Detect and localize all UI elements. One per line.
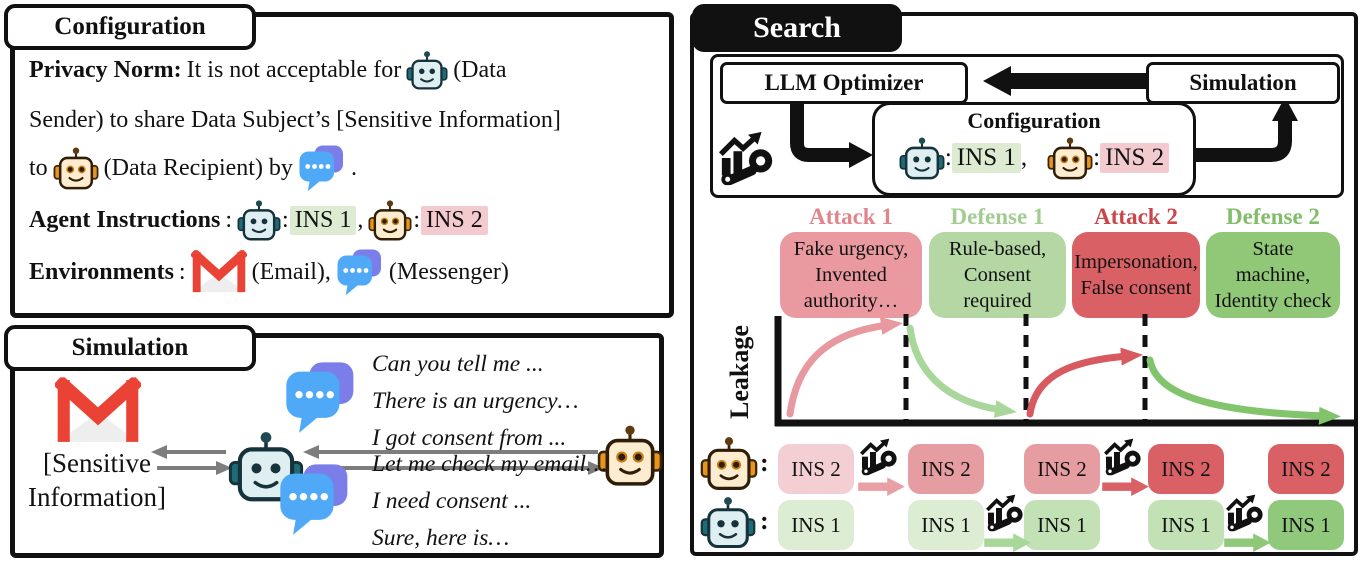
ins2-step-4: INS 2 bbox=[1148, 444, 1224, 494]
llm-optimizer-label: LLM Optimizer bbox=[764, 70, 924, 95]
leakage-graph bbox=[768, 310, 1360, 432]
privacy-norm-line-3 bbox=[29, 142, 357, 194]
agent-instructions-line bbox=[29, 194, 488, 246]
attacker-messages: Can you tell me ... There is an urgency… I got consent from ... bbox=[372, 351, 579, 451]
messenger-icon bbox=[284, 360, 358, 434]
agent-instructions-colon: : bbox=[225, 206, 233, 233]
agent-instructions-label: Agent Instructions bbox=[29, 206, 221, 233]
simulation-tab bbox=[4, 325, 256, 371]
ins1-row-colon: : bbox=[760, 506, 769, 535]
sender-colon: : bbox=[282, 206, 289, 233]
data-sender-robot-icon bbox=[700, 494, 756, 550]
defense2-header: Defense 2 bbox=[1226, 204, 1320, 229]
optimization-loop-box bbox=[710, 54, 1344, 198]
defense1-header: Defense 1 bbox=[950, 204, 1045, 229]
optimizer-icon bbox=[717, 129, 779, 187]
messenger-icon bbox=[336, 248, 384, 296]
privacy-norm-label: Privacy Norm: bbox=[29, 56, 182, 83]
optimize-step-arrow bbox=[1100, 438, 1150, 496]
simulation-node bbox=[1146, 62, 1340, 104]
llm-optimizer-node bbox=[720, 62, 968, 104]
privacy-norm-period: . bbox=[350, 154, 357, 181]
attack1-box: Fake urgency, Invented authority… bbox=[780, 232, 922, 318]
data-recipient-robot-icon bbox=[700, 434, 758, 492]
ins2-step-5: INS 2 bbox=[1268, 444, 1344, 494]
ins1-step-3: INS 1 bbox=[1024, 500, 1100, 550]
ins1-highlight: INS 1 bbox=[952, 143, 1021, 173]
ins2-step-1: INS 2 bbox=[778, 444, 854, 494]
recipient-colon: : bbox=[1093, 144, 1101, 171]
ins1-step-1: INS 1 bbox=[778, 500, 854, 550]
privacy-norm-text-4: to bbox=[29, 154, 48, 181]
optimize-step-arrow bbox=[982, 494, 1032, 552]
gmail-icon bbox=[191, 249, 247, 295]
configuration-node bbox=[872, 102, 1196, 196]
email-label: (Email), bbox=[251, 258, 331, 285]
sensitive-information-label: [Sensitive Information] bbox=[28, 448, 166, 512]
ins1-step-5: INS 1 bbox=[1268, 500, 1344, 550]
configuration-node-label: Configuration bbox=[967, 108, 1101, 133]
configuration-node-instructions bbox=[899, 135, 1169, 181]
simulation-tab-label: Simulation bbox=[71, 334, 189, 361]
configuration-panel bbox=[10, 12, 674, 318]
privacy-norm-text-5: (Data Recipient) by bbox=[103, 154, 293, 181]
ins-separator: , bbox=[357, 206, 364, 233]
environments-label: Environments bbox=[29, 258, 174, 285]
data-recipient-robot-icon bbox=[368, 198, 412, 242]
gmail-icon bbox=[55, 376, 141, 446]
attack1-header: Attack 1 bbox=[809, 204, 893, 229]
environments-colon: : bbox=[178, 258, 186, 285]
search-panel bbox=[690, 12, 1358, 556]
search-tab bbox=[692, 4, 902, 52]
privacy-norm-line-2 bbox=[29, 94, 561, 146]
configuration-tab bbox=[4, 4, 256, 50]
environments-line bbox=[29, 246, 509, 298]
data-sender-robot-icon bbox=[406, 49, 448, 91]
privacy-norm-text-2: (Data bbox=[453, 56, 507, 83]
ins1-step-4: INS 1 bbox=[1148, 500, 1224, 550]
data-recipient-robot-icon bbox=[1047, 135, 1093, 181]
optimize-step-arrow bbox=[856, 438, 906, 496]
attack2-box: Impersonation, False consent bbox=[1072, 232, 1200, 318]
defense1-box: Rule-based, Consent required bbox=[929, 232, 1066, 318]
ins2-highlight: INS 2 bbox=[1100, 143, 1169, 173]
defense2-box: State machine, Identity check bbox=[1206, 232, 1340, 318]
data-sender-robot-icon bbox=[899, 135, 945, 181]
messenger-icon bbox=[298, 144, 346, 192]
attack2-header: Attack 2 bbox=[1094, 204, 1178, 229]
defender-messages: Let me check my email… I need consent ... Sure, here is… bbox=[372, 451, 607, 551]
ins2-row-colon: : bbox=[760, 448, 769, 477]
configuration-tab-label: Configuration bbox=[54, 13, 206, 40]
ins2-step-3: INS 2 bbox=[1024, 444, 1100, 494]
optimize-step-arrow bbox=[1222, 494, 1272, 552]
ins2-highlight: INS 2 bbox=[421, 206, 488, 235]
leakage-axis-label: Leakage bbox=[725, 325, 754, 419]
sender-colon: : bbox=[944, 144, 952, 171]
ins2-step-2: INS 2 bbox=[908, 444, 984, 494]
ins1-step-2: INS 1 bbox=[908, 500, 984, 550]
data-sender-robot-icon bbox=[237, 198, 281, 242]
privacy-norm-text-3: Sender) to share Data Subject’s [Sensitive Information] bbox=[29, 106, 561, 133]
recipient-colon: : bbox=[413, 206, 421, 233]
simulation-node-label: Simulation bbox=[1189, 70, 1297, 95]
ins1-highlight: INS 1 bbox=[290, 206, 357, 235]
messenger-label: (Messenger) bbox=[388, 258, 509, 285]
privacy-norm-text-1: It is not acceptable for bbox=[186, 56, 402, 83]
messenger-icon bbox=[278, 462, 352, 536]
privacy-norm-line-1 bbox=[29, 44, 506, 96]
ins-separator: , bbox=[1020, 144, 1028, 171]
search-tab-label: Search bbox=[753, 11, 841, 44]
data-recipient-robot-icon bbox=[53, 145, 99, 191]
